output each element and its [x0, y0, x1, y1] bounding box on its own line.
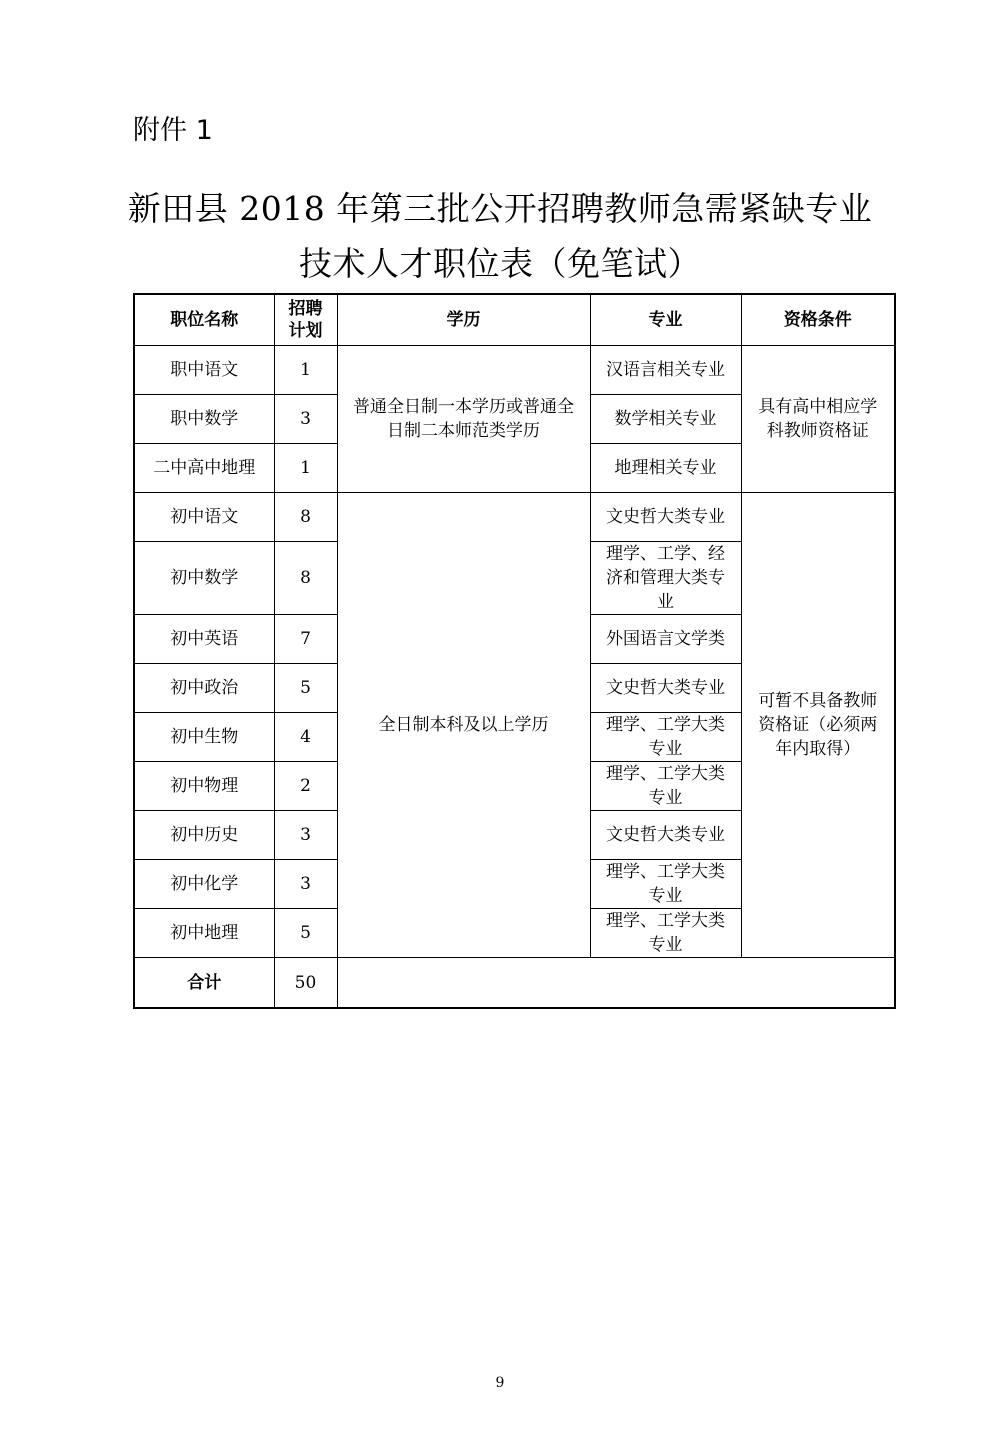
header-count-text: 招聘 计划 — [288, 299, 323, 341]
count-cell: 3 — [274, 395, 337, 444]
major-cell: 理学、工学大类专业 — [590, 909, 741, 958]
header-qualification: 资格条件 — [741, 294, 895, 346]
count-cell: 4 — [274, 713, 337, 762]
major-cell: 理学、工学大类专业 — [590, 713, 741, 762]
header-position: 职位名称 — [134, 294, 274, 346]
count-cell: 5 — [274, 664, 337, 713]
attachment-label: 附件 1 — [133, 115, 213, 146]
major-cell: 文史哲大类专业 — [590, 664, 741, 713]
position-cell: 初中化学 — [134, 860, 274, 909]
major-cell: 理学、工学、经济和管理大类专业 — [590, 542, 741, 615]
count-cell: 7 — [274, 615, 337, 664]
major-cell: 地理相关专业 — [590, 444, 741, 493]
count-cell: 8 — [274, 542, 337, 615]
total-count: 50 — [274, 958, 337, 1009]
count-cell: 3 — [274, 811, 337, 860]
table-header-row — [134, 294, 895, 346]
count-cell: 1 — [274, 346, 337, 395]
total-empty-cell — [337, 958, 895, 1009]
count-cell: 8 — [274, 493, 337, 542]
document-title-line-2: 技术人才职位表（免笔试） — [299, 244, 701, 283]
major-cell: 理学、工学大类专业 — [590, 762, 741, 811]
count-cell: 2 — [274, 762, 337, 811]
count-cell: 3 — [274, 860, 337, 909]
major-cell: 文史哲大类专业 — [590, 811, 741, 860]
position-cell: 初中物理 — [134, 762, 274, 811]
document-title-line-1: 新田县 2018 年第三批公开招聘教师急需紧缺专业 — [127, 189, 873, 228]
major-cell: 文史哲大类专业 — [590, 493, 741, 542]
header-major: 专业 — [590, 294, 741, 346]
count-cell: 1 — [274, 444, 337, 493]
qualification-cell: 可暂不具备教师资格证（必须两年内取得） — [741, 493, 895, 958]
education-cell: 全日制本科及以上学历 — [337, 493, 590, 958]
position-cell: 职中数学 — [134, 395, 274, 444]
position-cell: 初中地理 — [134, 909, 274, 958]
position-cell: 二中高中地理 — [134, 444, 274, 493]
position-cell: 初中历史 — [134, 811, 274, 860]
qualification-cell: 具有高中相应学科教师资格证 — [741, 346, 895, 493]
major-cell: 汉语言相关专业 — [590, 346, 741, 395]
table-row — [134, 493, 895, 542]
position-cell: 初中数学 — [134, 542, 274, 615]
count-cell: 5 — [274, 909, 337, 958]
table-row — [134, 346, 895, 395]
education-cell: 普通全日制一本学历或普通全日制二本师范类学历 — [337, 346, 590, 493]
positions-table — [133, 293, 896, 1009]
major-cell: 外国语言文学类 — [590, 615, 741, 664]
position-cell: 初中生物 — [134, 713, 274, 762]
position-cell: 职中语文 — [134, 346, 274, 395]
position-cell: 初中政治 — [134, 664, 274, 713]
header-count — [274, 294, 337, 346]
total-row — [134, 958, 895, 1009]
header-education: 学历 — [337, 294, 590, 346]
major-cell: 数学相关专业 — [590, 395, 741, 444]
major-cell: 理学、工学大类专业 — [590, 860, 741, 909]
position-cell: 初中语文 — [134, 493, 274, 542]
total-label: 合计 — [134, 958, 274, 1009]
page-number: 9 — [495, 1375, 505, 1391]
position-cell: 初中英语 — [134, 615, 274, 664]
